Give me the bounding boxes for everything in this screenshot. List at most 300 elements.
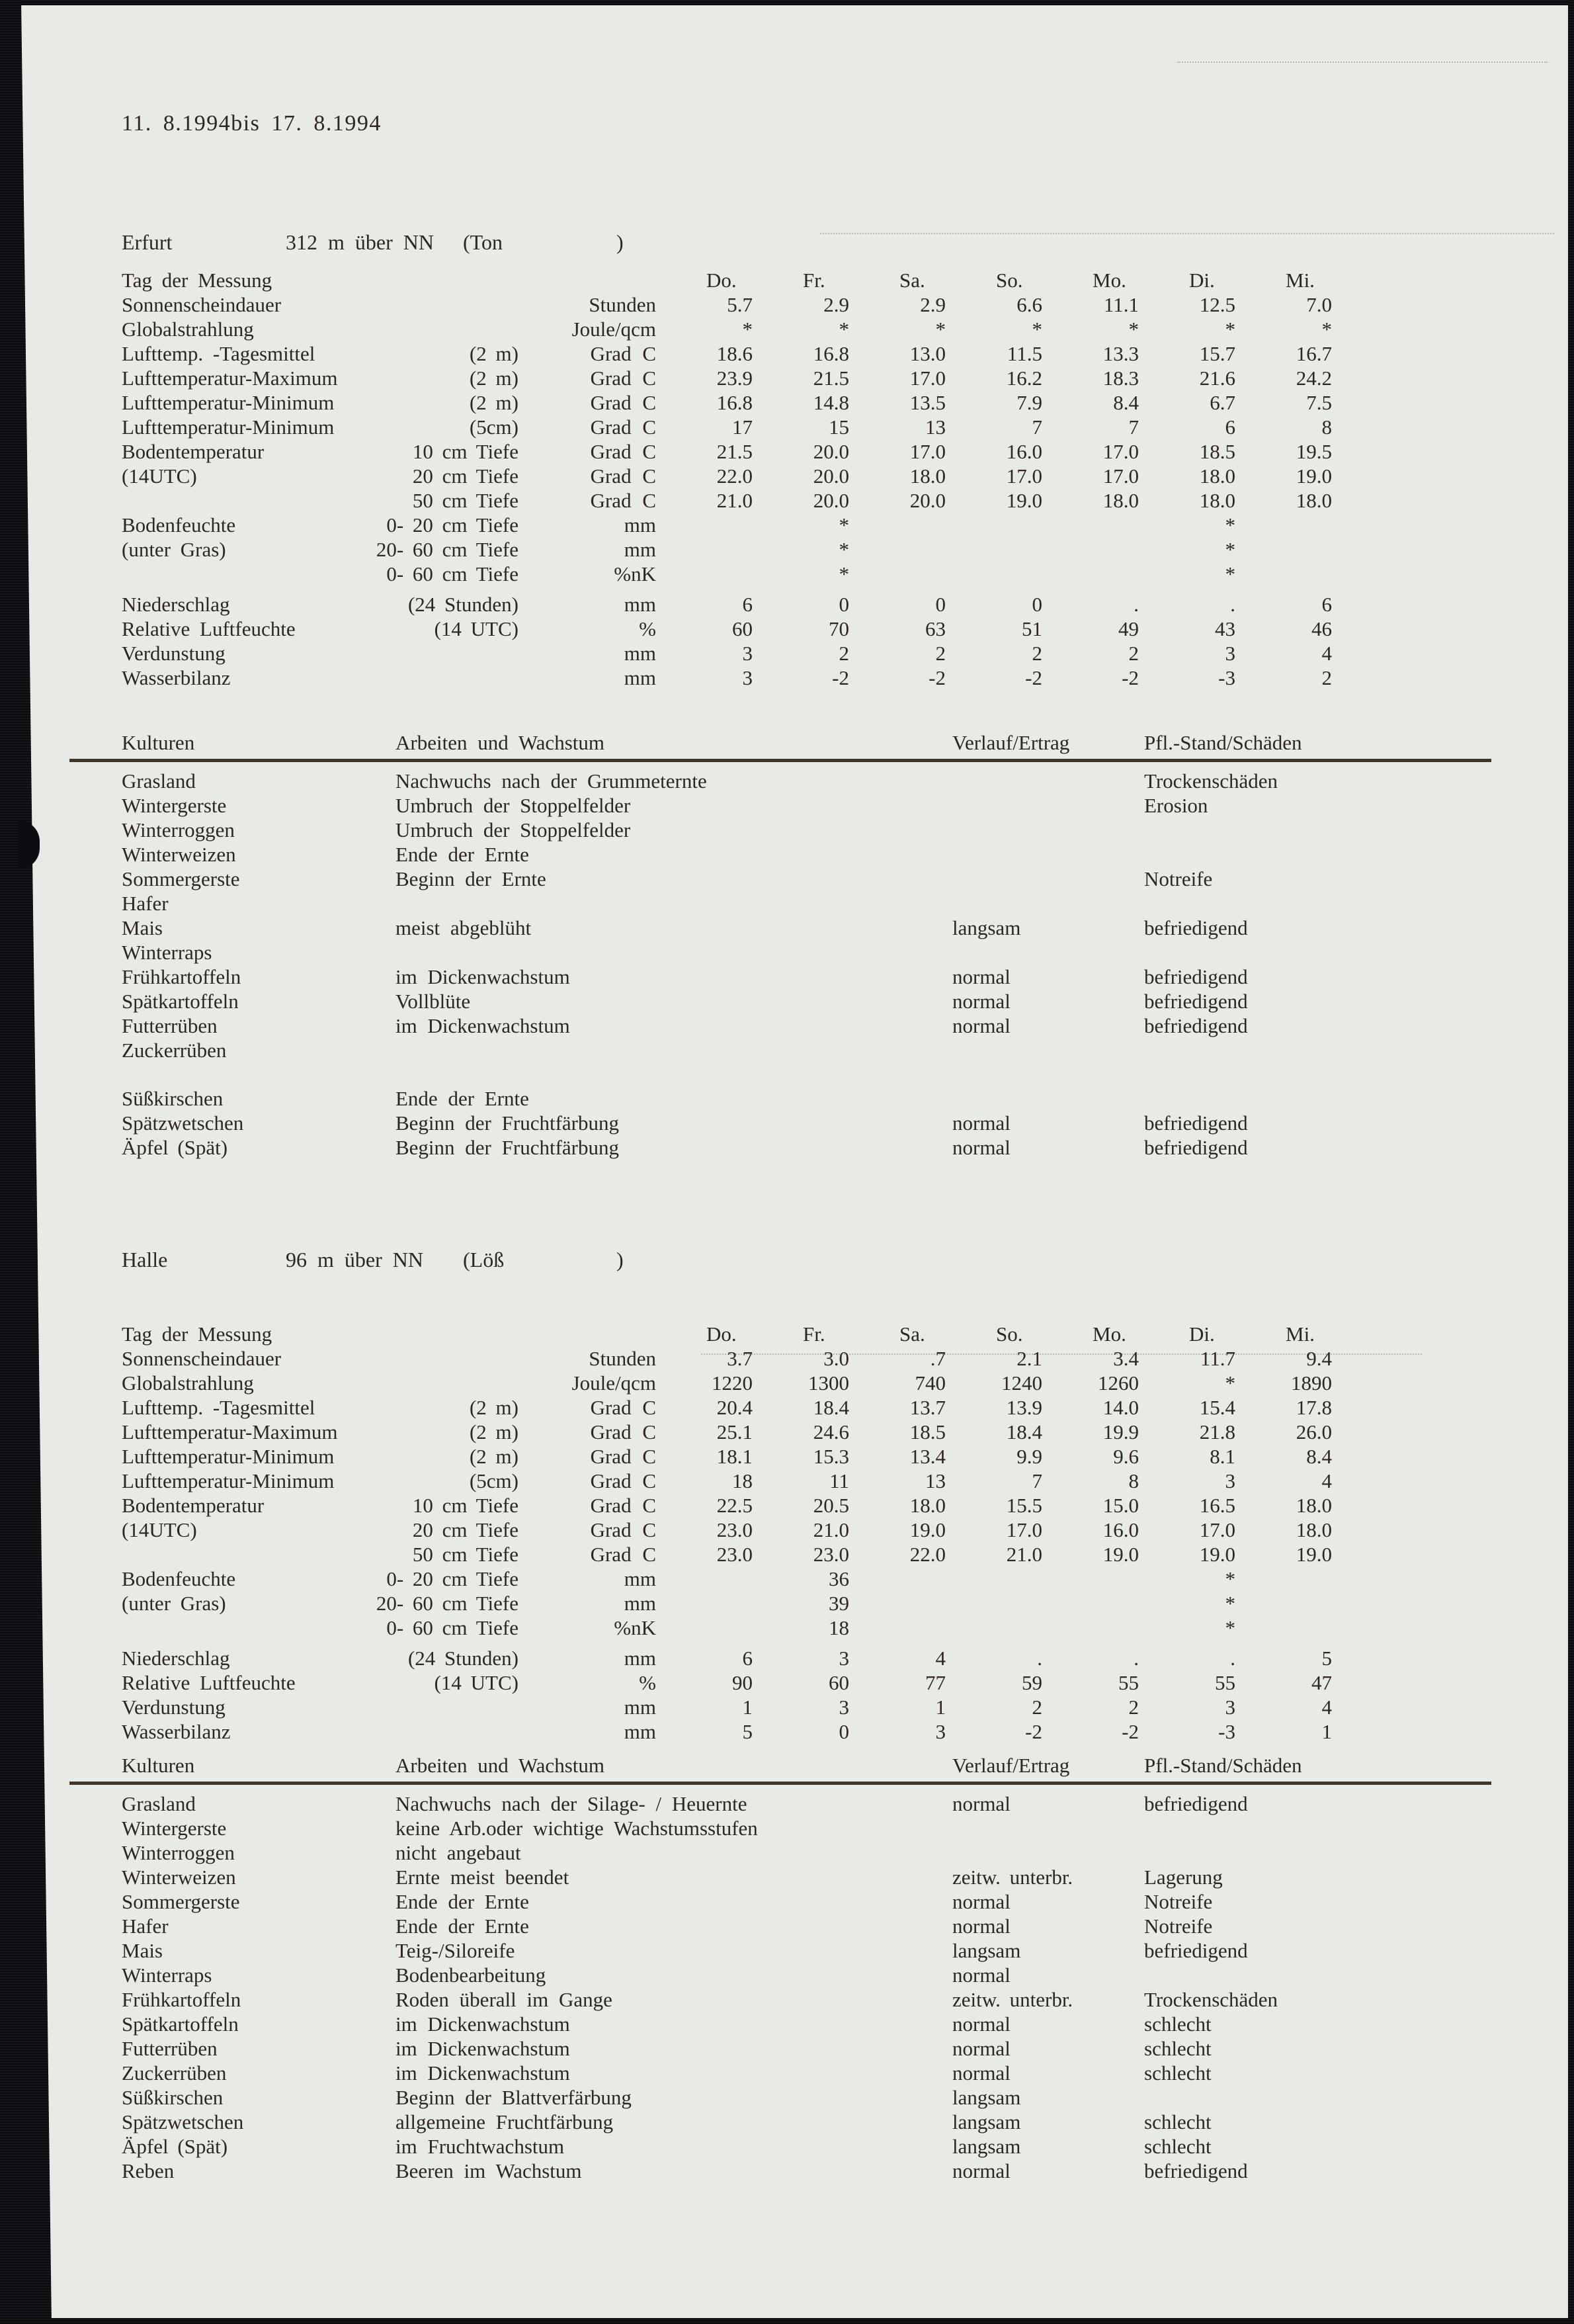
measure-sublabel: 50 cm Tiefe bbox=[412, 489, 518, 512]
weather-row bbox=[122, 317, 1484, 341]
measure-unit: mm bbox=[624, 1647, 656, 1670]
verlauf-text: normal bbox=[952, 1014, 1011, 1037]
arbeiten-text: meist abgeblüht bbox=[395, 916, 532, 939]
measure-sublabel bbox=[360, 292, 518, 317]
measure-sublabel: (24 Stunden) bbox=[407, 593, 518, 616]
weather-row bbox=[122, 641, 1484, 666]
value-cell: 24.6 bbox=[813, 1420, 849, 1443]
value-cell: 6 bbox=[742, 593, 753, 616]
stand-text bbox=[1144, 1816, 1514, 1840]
weather-row bbox=[122, 1469, 1484, 1493]
measure-unit bbox=[518, 268, 656, 292]
measure-sublabel: (2 m) bbox=[469, 1445, 518, 1468]
value-cell bbox=[656, 1615, 753, 1640]
scan-edge-right bbox=[1568, 0, 1574, 2324]
kultur-name: Spätkartoffeln bbox=[122, 2012, 239, 2036]
kultur-row bbox=[122, 2012, 1544, 2036]
value-cell bbox=[656, 1567, 753, 1591]
day-header-cell: So. bbox=[996, 269, 1023, 292]
measure-sublabel: 0- 20 cm Tiefe bbox=[386, 1567, 518, 1590]
value-cell: 18 bbox=[829, 1616, 849, 1639]
kultur-name: Winterweizen bbox=[122, 843, 236, 866]
value-cell: 7.0 bbox=[1306, 293, 1332, 316]
day-header-cell: Fr. bbox=[803, 269, 825, 292]
value-cell: 1260 bbox=[1098, 1371, 1139, 1395]
verlauf-header: Verlauf/Ertrag bbox=[952, 1754, 1070, 1777]
value-cell: * bbox=[1225, 538, 1235, 561]
value-cell: * bbox=[1225, 513, 1235, 537]
kultur-name: Süßkirschen bbox=[122, 1087, 224, 1110]
value-cell: 17.0 bbox=[1102, 440, 1139, 463]
weather-row bbox=[122, 415, 1484, 439]
weather-table-halle bbox=[122, 1322, 1484, 1744]
measure-label: (14UTC) bbox=[122, 1518, 197, 1541]
kulturen-header-row bbox=[122, 729, 1544, 757]
value-cell: 4 bbox=[1321, 1696, 1332, 1719]
station-soil-close-paren: ) bbox=[616, 230, 624, 254]
value-cell: 70 bbox=[829, 617, 849, 640]
arbeiten-text: Ende der Ernte bbox=[395, 1087, 529, 1110]
value-cell: -2 bbox=[1025, 666, 1042, 689]
value-cell: 16.7 bbox=[1296, 342, 1332, 365]
value-cell: 21.5 bbox=[813, 366, 849, 390]
value-cell: * bbox=[839, 513, 849, 537]
stand-text: schlecht bbox=[1144, 2012, 1212, 2036]
measure-unit: Grad C bbox=[590, 1543, 656, 1566]
value-cell: -2 bbox=[929, 666, 946, 689]
value-cell: 6.6 bbox=[1016, 293, 1042, 316]
stand-text: befriedigend bbox=[1144, 1136, 1248, 1159]
kultur-row bbox=[122, 1938, 1544, 1963]
kultur-row bbox=[122, 2110, 1544, 2134]
arbeiten-text bbox=[395, 891, 952, 916]
value-cell bbox=[656, 1591, 753, 1615]
value-cell: 2.9 bbox=[920, 293, 946, 316]
day-header-cell: Mo. bbox=[1093, 1322, 1126, 1346]
value-cell: 47 bbox=[1311, 1671, 1332, 1694]
arbeiten-text: im Dickenwachstum bbox=[395, 2061, 570, 2085]
measure-unit: mm bbox=[624, 642, 656, 665]
value-cell: 13.7 bbox=[909, 1396, 946, 1419]
value-cell: 1220 bbox=[712, 1371, 753, 1395]
value-cell: 7.9 bbox=[1016, 391, 1042, 414]
measure-sublabel bbox=[360, 1719, 518, 1744]
weather-row bbox=[122, 464, 1484, 488]
measure-sublabel: 10 cm Tiefe bbox=[412, 440, 518, 463]
kultur-row bbox=[122, 1816, 1544, 1840]
value-cell: 2 bbox=[1032, 1696, 1042, 1719]
weather-row bbox=[122, 562, 1484, 586]
arbeiten-text: im Fruchtwachstum bbox=[395, 2135, 565, 2158]
day-header-cell: Do. bbox=[706, 269, 737, 292]
verlauf-text: normal bbox=[952, 2061, 1011, 2085]
weather-row bbox=[122, 1567, 1484, 1591]
arbeiten-text: Beginn der Ernte bbox=[395, 867, 546, 890]
kultur-name: Reben bbox=[122, 2159, 175, 2182]
measure-label bbox=[122, 1615, 360, 1640]
verlauf-text bbox=[952, 940, 1144, 965]
value-cell: 11.7 bbox=[1200, 1347, 1235, 1370]
value-cell bbox=[1042, 513, 1139, 537]
value-cell: 36 bbox=[829, 1567, 849, 1590]
value-cell bbox=[946, 1615, 1042, 1640]
measure-label: Wasserbilanz bbox=[122, 1720, 231, 1743]
value-cell: 25.1 bbox=[716, 1420, 753, 1443]
kultur-name: Äpfel (Spät) bbox=[122, 1136, 228, 1159]
value-cell: 15.5 bbox=[1006, 1494, 1042, 1517]
stand-text: befriedigend bbox=[1144, 990, 1248, 1013]
value-cell: -2 bbox=[832, 666, 849, 689]
measure-sublabel: 0- 20 cm Tiefe bbox=[386, 513, 518, 537]
value-cell: 4 bbox=[1321, 642, 1332, 665]
value-cell: * bbox=[935, 318, 946, 341]
kultur-name: Hafer bbox=[122, 892, 169, 915]
kultur-name: Hafer bbox=[122, 1915, 169, 1938]
measure-sublabel: 20 cm Tiefe bbox=[412, 1518, 518, 1541]
arbeiten-text: Teig-/Siloreife bbox=[395, 1939, 515, 1962]
kultur-name: Wintergerste bbox=[122, 794, 227, 817]
verlauf-text: normal bbox=[952, 965, 1011, 988]
verlauf-text: langsam bbox=[952, 2110, 1021, 2133]
weather-row bbox=[122, 390, 1484, 415]
kultur-name: Mais bbox=[122, 1939, 163, 1962]
value-cell: 19.0 bbox=[1006, 489, 1042, 512]
value-cell: 23.9 bbox=[716, 366, 753, 390]
measure-label: Verdunstung bbox=[122, 1696, 226, 1719]
weather-row bbox=[122, 592, 1484, 617]
value-cell: 0 bbox=[839, 593, 849, 616]
measure-label: Niederschlag bbox=[122, 1647, 230, 1670]
value-cell: 24.2 bbox=[1296, 366, 1332, 390]
kultur-name: Futterrüben bbox=[122, 1014, 218, 1037]
verlauf-text bbox=[952, 891, 1144, 916]
value-cell: 55 bbox=[1215, 1671, 1235, 1694]
value-cell bbox=[1235, 537, 1332, 562]
value-cell: 13.5 bbox=[909, 391, 946, 414]
stand-text: befriedigend bbox=[1144, 965, 1248, 988]
weather-row bbox=[122, 1670, 1484, 1695]
measure-label: Verdunstung bbox=[122, 642, 226, 665]
measure-unit: Stunden bbox=[589, 1347, 656, 1370]
measure-label: Sonnenscheindauer bbox=[122, 293, 282, 316]
arbeiten-text: Beginn der Fruchtfärbung bbox=[395, 1111, 619, 1135]
value-cell: 16.8 bbox=[716, 391, 753, 414]
value-cell bbox=[1235, 1615, 1332, 1640]
value-cell: 19.5 bbox=[1296, 440, 1332, 463]
weather-row bbox=[122, 292, 1484, 317]
kultur-row bbox=[122, 2159, 1544, 2183]
value-cell: 43 bbox=[1215, 617, 1235, 640]
value-cell: 22.5 bbox=[716, 1494, 753, 1517]
measure-label: Relative Luftfeuchte bbox=[122, 1671, 296, 1694]
arbeiten-text: Beginn der Blattverfärbung bbox=[395, 2086, 632, 2109]
measure-unit: Grad C bbox=[590, 415, 656, 439]
kultur-row bbox=[122, 965, 1544, 989]
measure-unit: % bbox=[639, 1671, 656, 1694]
value-cell: 4 bbox=[935, 1647, 946, 1670]
value-cell: 2 bbox=[935, 642, 946, 665]
value-cell: 60 bbox=[829, 1671, 849, 1694]
kultur-row bbox=[122, 1135, 1544, 1160]
weather-row bbox=[122, 1346, 1484, 1371]
value-cell: 18.4 bbox=[1006, 1420, 1042, 1443]
value-cell: * bbox=[742, 318, 753, 341]
value-cell bbox=[849, 1591, 946, 1615]
value-cell: 21.0 bbox=[716, 489, 753, 512]
stand-text bbox=[1144, 891, 1514, 916]
arbeiten-text: Ende der Ernte bbox=[395, 1890, 529, 1913]
value-cell bbox=[946, 1567, 1042, 1591]
kultur-name: Futterrüben bbox=[122, 2037, 218, 2060]
kultur-name: Zuckerrüben bbox=[122, 1039, 227, 1062]
stand-text bbox=[1144, 1086, 1514, 1111]
weather-row bbox=[122, 341, 1484, 366]
arbeiten-text: allgemeine Fruchtfärbung bbox=[395, 2110, 614, 2133]
measure-label: Globalstrahlung bbox=[122, 318, 254, 341]
value-cell: * bbox=[1225, 1616, 1235, 1639]
value-cell: 0 bbox=[1032, 593, 1042, 616]
value-cell: 0 bbox=[935, 593, 946, 616]
verlauf-text: normal bbox=[952, 1792, 1011, 1815]
value-cell: .7 bbox=[930, 1347, 946, 1370]
measure-unit: Joule/qcm bbox=[571, 1371, 656, 1395]
measure-sublabel: (24 Stunden) bbox=[407, 1647, 518, 1670]
measure-sublabel: (14 UTC) bbox=[434, 617, 518, 640]
value-cell bbox=[656, 513, 753, 537]
value-cell: 9.9 bbox=[1016, 1445, 1042, 1468]
value-cell: * bbox=[1225, 562, 1235, 585]
verlauf-text: langsam bbox=[952, 916, 1021, 939]
measure-sublabel: 20 cm Tiefe bbox=[412, 464, 518, 488]
value-cell: 19.9 bbox=[1102, 1420, 1139, 1443]
kultur-name: Frühkartoffeln bbox=[122, 1988, 241, 2011]
measure-label: Bodenfeuchte bbox=[122, 1567, 236, 1590]
value-cell: 3 bbox=[839, 1696, 849, 1719]
stand-text: Notreife bbox=[1144, 1915, 1213, 1938]
measure-unit: Grad C bbox=[590, 1396, 656, 1419]
station-soil-type: (Löß bbox=[463, 1248, 505, 1271]
verlauf-text: normal bbox=[952, 2037, 1011, 2060]
scan-edge-bottom bbox=[0, 2318, 1574, 2324]
measure-label bbox=[122, 1542, 360, 1567]
value-cell bbox=[1235, 1591, 1332, 1615]
value-cell: 1 bbox=[742, 1696, 753, 1719]
kultur-name: Wintergerste bbox=[122, 1817, 227, 1840]
measure-unit: Grad C bbox=[590, 342, 656, 365]
value-cell: 17.0 bbox=[1199, 1518, 1235, 1541]
measure-label: Lufttemperatur-Minimum bbox=[122, 391, 335, 414]
stand-text: Notreife bbox=[1144, 1890, 1213, 1913]
value-cell: 18.0 bbox=[909, 464, 946, 488]
measure-sublabel bbox=[360, 641, 518, 666]
kultur-name: Grasland bbox=[122, 769, 196, 793]
stand-text: Erosion bbox=[1144, 794, 1208, 817]
arbeiten-header: Arbeiten und Wachstum bbox=[395, 1754, 604, 1777]
measure-label: Lufttemp. -Tagesmittel bbox=[122, 342, 315, 365]
kultur-row bbox=[122, 1840, 1544, 1865]
value-cell: 16.2 bbox=[1006, 366, 1042, 390]
verlauf-text: langsam bbox=[952, 2086, 1021, 2109]
value-cell: 20.5 bbox=[813, 1494, 849, 1517]
value-cell: 740 bbox=[915, 1371, 946, 1395]
measure-unit: mm bbox=[624, 666, 656, 689]
kultur-row bbox=[122, 793, 1544, 818]
value-cell: 1 bbox=[1321, 1720, 1332, 1743]
value-cell: 18.0 bbox=[1199, 464, 1235, 488]
value-cell: -3 bbox=[1218, 1720, 1235, 1743]
measure-sublabel bbox=[360, 268, 518, 292]
value-cell: 17.0 bbox=[909, 440, 946, 463]
weather-row bbox=[122, 1420, 1484, 1444]
scan-edge-left bbox=[0, 0, 53, 2324]
value-cell: 21.6 bbox=[1199, 366, 1235, 390]
measure-sublabel: (2 m) bbox=[469, 1420, 518, 1443]
value-cell: 3 bbox=[742, 666, 753, 689]
value-cell: 17.0 bbox=[1006, 1518, 1042, 1541]
stand-text bbox=[1144, 818, 1514, 842]
station-elevation: 96 m über NN bbox=[286, 1248, 423, 1271]
stand-text bbox=[1144, 1963, 1514, 1987]
verlauf-text: normal bbox=[952, 2012, 1011, 2036]
value-cell: 20.0 bbox=[909, 489, 946, 512]
value-cell: 3 bbox=[1225, 642, 1235, 665]
value-cell: 20.0 bbox=[813, 464, 849, 488]
stand-text bbox=[1144, 1038, 1514, 1062]
arbeiten-text: Beeren im Wachstum bbox=[395, 2159, 582, 2182]
kultur-row bbox=[122, 1038, 1544, 1062]
verlauf-text: normal bbox=[952, 2159, 1011, 2182]
value-cell: 18 bbox=[732, 1469, 753, 1492]
value-cell bbox=[849, 537, 946, 562]
kultur-row bbox=[122, 1987, 1544, 2012]
value-cell: * bbox=[839, 562, 849, 585]
day-header-label: Tag der Messung bbox=[122, 269, 272, 292]
measure-unit: mm bbox=[624, 1567, 656, 1590]
value-cell: 20.0 bbox=[813, 489, 849, 512]
measure-label: (unter Gras) bbox=[122, 1592, 226, 1615]
kultur-name: Zuckerrüben bbox=[122, 2061, 227, 2085]
value-cell: * bbox=[1032, 318, 1042, 341]
value-cell: 7 bbox=[1128, 415, 1139, 439]
day-header-cell: Sa. bbox=[899, 1322, 925, 1346]
measure-unit: Joule/qcm bbox=[571, 318, 656, 341]
station-header-erfurt bbox=[122, 230, 783, 257]
weather-row bbox=[122, 1719, 1484, 1744]
scan-artifact-line bbox=[1177, 62, 1548, 63]
value-cell: 1890 bbox=[1291, 1371, 1332, 1395]
stand-header: Pfl.-Stand/Schäden bbox=[1144, 1754, 1302, 1777]
kulturen-header: Kulturen bbox=[122, 731, 195, 754]
measure-unit: % bbox=[639, 617, 656, 640]
verlauf-text bbox=[952, 818, 1144, 842]
weather-row bbox=[122, 666, 1484, 690]
value-cell: 55 bbox=[1118, 1671, 1139, 1694]
arbeiten-text bbox=[395, 940, 952, 965]
measure-sublabel: 50 cm Tiefe bbox=[412, 1543, 518, 1566]
value-cell bbox=[656, 562, 753, 586]
value-cell: 17.0 bbox=[909, 366, 946, 390]
kultur-name: Spätkartoffeln bbox=[122, 990, 239, 1013]
measure-label: Lufttemperatur-Minimum bbox=[122, 415, 335, 439]
report-date-range: 11. 8.1994bis 17. 8.1994 bbox=[122, 111, 382, 136]
verlauf-text bbox=[952, 769, 1144, 793]
value-cell: 6 bbox=[1225, 415, 1235, 439]
value-cell: 90 bbox=[732, 1671, 753, 1694]
value-cell bbox=[849, 1567, 946, 1591]
kultur-name: Frühkartoffeln bbox=[122, 965, 241, 988]
measure-sublabel bbox=[360, 666, 518, 690]
verlauf-text bbox=[952, 1840, 1144, 1865]
arbeiten-text bbox=[395, 1038, 952, 1062]
day-header-cell: Di. bbox=[1189, 269, 1215, 292]
measure-unit: Grad C bbox=[590, 366, 656, 390]
weather-row bbox=[122, 439, 1484, 464]
kultur-name: Winterraps bbox=[122, 941, 212, 964]
value-cell: 11.5 bbox=[1007, 342, 1042, 365]
day-header-cell: Sa. bbox=[899, 269, 925, 292]
measure-unit: Grad C bbox=[590, 464, 656, 488]
value-cell bbox=[849, 1615, 946, 1640]
weather-table-erfurt bbox=[122, 268, 1484, 690]
value-cell: 19.0 bbox=[1296, 1543, 1332, 1566]
value-cell: 11.1 bbox=[1103, 293, 1139, 316]
value-cell: 15.7 bbox=[1199, 342, 1235, 365]
verlauf-text: normal bbox=[952, 1111, 1011, 1135]
value-cell: 4 bbox=[1321, 1469, 1332, 1492]
stand-text: Trockenschäden bbox=[1144, 1988, 1278, 2011]
kultur-row bbox=[122, 916, 1544, 940]
measure-sublabel: (2 m) bbox=[469, 342, 518, 365]
value-cell: 18.6 bbox=[716, 342, 753, 365]
kultur-row bbox=[122, 1791, 1544, 1816]
value-cell: 6 bbox=[742, 1647, 753, 1670]
measure-unit: %nK bbox=[614, 1616, 656, 1639]
verlauf-text: normal bbox=[952, 1890, 1011, 1913]
arbeiten-text: Roden überall im Gange bbox=[395, 1988, 612, 2011]
stand-text: befriedigend bbox=[1144, 1939, 1248, 1962]
value-cell: 26.0 bbox=[1296, 1420, 1332, 1443]
weather-row bbox=[122, 1444, 1484, 1469]
kultur-row bbox=[122, 1865, 1544, 1889]
verlauf-text: zeitw. unterbr. bbox=[952, 1866, 1073, 1889]
measure-unit: Grad C bbox=[590, 391, 656, 414]
value-cell: 2.9 bbox=[823, 293, 849, 316]
weather-row bbox=[122, 1542, 1484, 1567]
value-cell: 18.4 bbox=[813, 1396, 849, 1419]
stand-text bbox=[1144, 940, 1514, 965]
verlauf-text: normal bbox=[952, 990, 1011, 1013]
value-cell bbox=[946, 562, 1042, 586]
value-cell: 18.0 bbox=[909, 1494, 946, 1517]
arbeiten-text: im Dickenwachstum bbox=[395, 2012, 570, 2036]
value-cell: 8.4 bbox=[1306, 1445, 1332, 1468]
weather-row bbox=[122, 1395, 1484, 1420]
value-cell: 20.0 bbox=[813, 440, 849, 463]
measure-sublabel bbox=[360, 1371, 518, 1395]
value-cell: * bbox=[839, 538, 849, 561]
arbeiten-text: Ernte meist beendet bbox=[395, 1866, 569, 1889]
value-cell bbox=[946, 513, 1042, 537]
value-cell: . bbox=[1134, 593, 1139, 616]
verlauf-text bbox=[952, 1086, 1144, 1111]
measure-sublabel: 0- 60 cm Tiefe bbox=[386, 1616, 518, 1639]
value-cell: 5.7 bbox=[727, 293, 753, 316]
weather-row bbox=[122, 1371, 1484, 1395]
kultur-name: Winterroggen bbox=[122, 1841, 235, 1864]
value-cell: 9.6 bbox=[1113, 1445, 1139, 1468]
station-elevation: 312 m über NN bbox=[286, 230, 434, 254]
day-header-cell: Fr. bbox=[803, 1322, 825, 1346]
